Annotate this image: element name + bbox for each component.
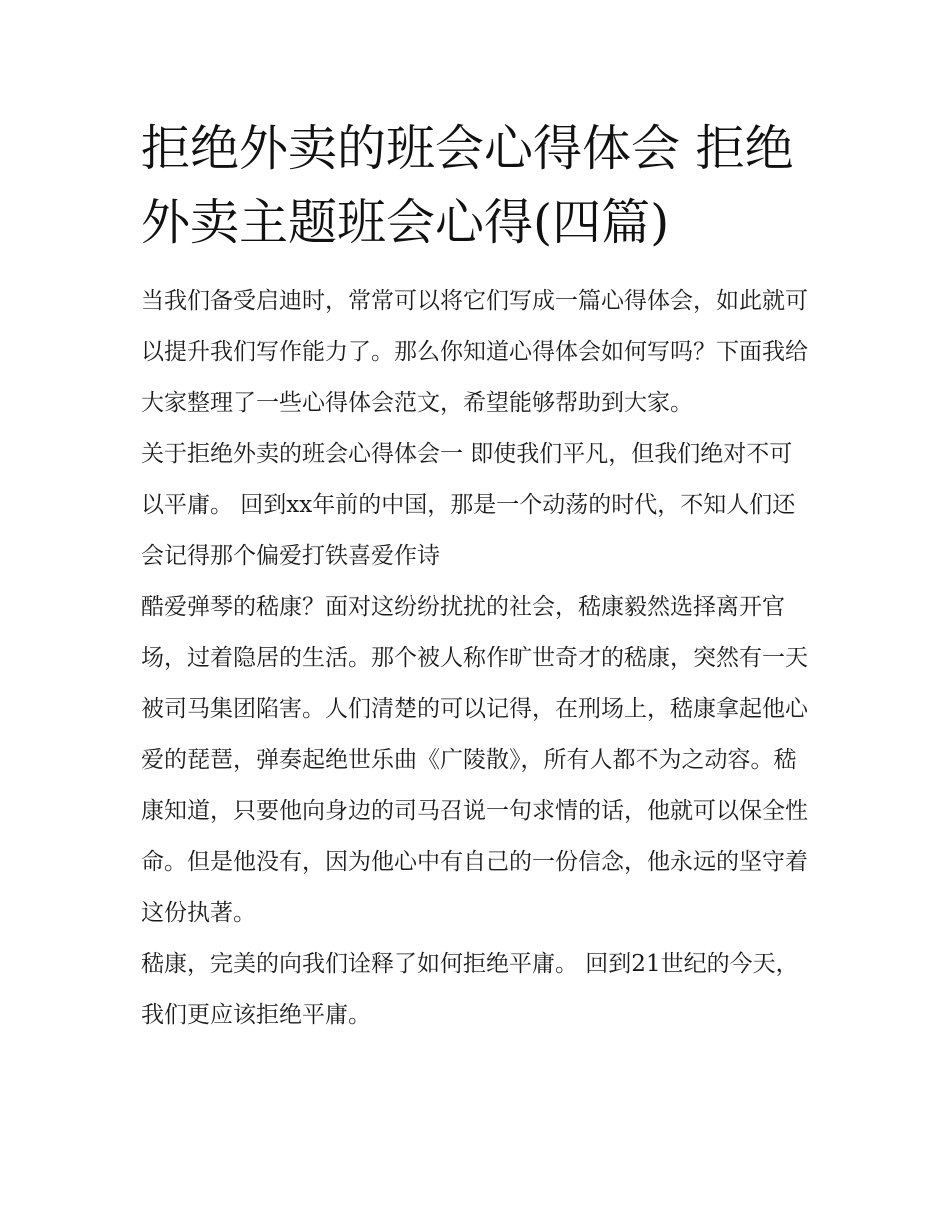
intro-paragraph: 当我们备受启迪时，常常可以将它们写成一篇心得体会，如此就可以提升我们写作能力了。那么你知道心得体会如何写吗？下面我给大家整理了一些心得体会范文，希望能够帮助到大家。 xyxy=(141,288,808,416)
document-body xyxy=(141,112,813,1041)
body-paragraph: 嵇康，完美的向我们诠释了如何拒绝平庸。 回到21世纪的今天，我们更应该拒绝平庸。 xyxy=(141,951,799,1028)
document-title: 拒绝外卖的班会心得体会 拒绝外卖主题班会心得(四篇) xyxy=(141,120,794,251)
body-paragraph: 酷爱弹琴的嵇康？面对这纷纷扰扰的社会，嵇康毅然选择离开官场，过着隐居的生活。那个被人称作旷世奇才的嵇康，突然有一天被司马集团陷害。人们清楚的可以记得，在刑场上，嵇康拿起他心爱的琵琶，弹奏起绝世乐曲《广陵散》，所有人都不为之动容。嵇康知道，只要他向身边的司马召说一句求情的话，他就可以保全性命。但是他没有，因为他心中有自己的一份信念，他永远的坚守着这份执著。 xyxy=(141,594,808,926)
body-paragraph: 关于拒绝外卖的班会心得体会一 即使我们平凡，但我们绝对不可以平庸。 回到xx年前的中国，那是一个动荡的时代，不知人们还会记得那个偏爱打铁喜爱作诗 xyxy=(141,441,796,569)
